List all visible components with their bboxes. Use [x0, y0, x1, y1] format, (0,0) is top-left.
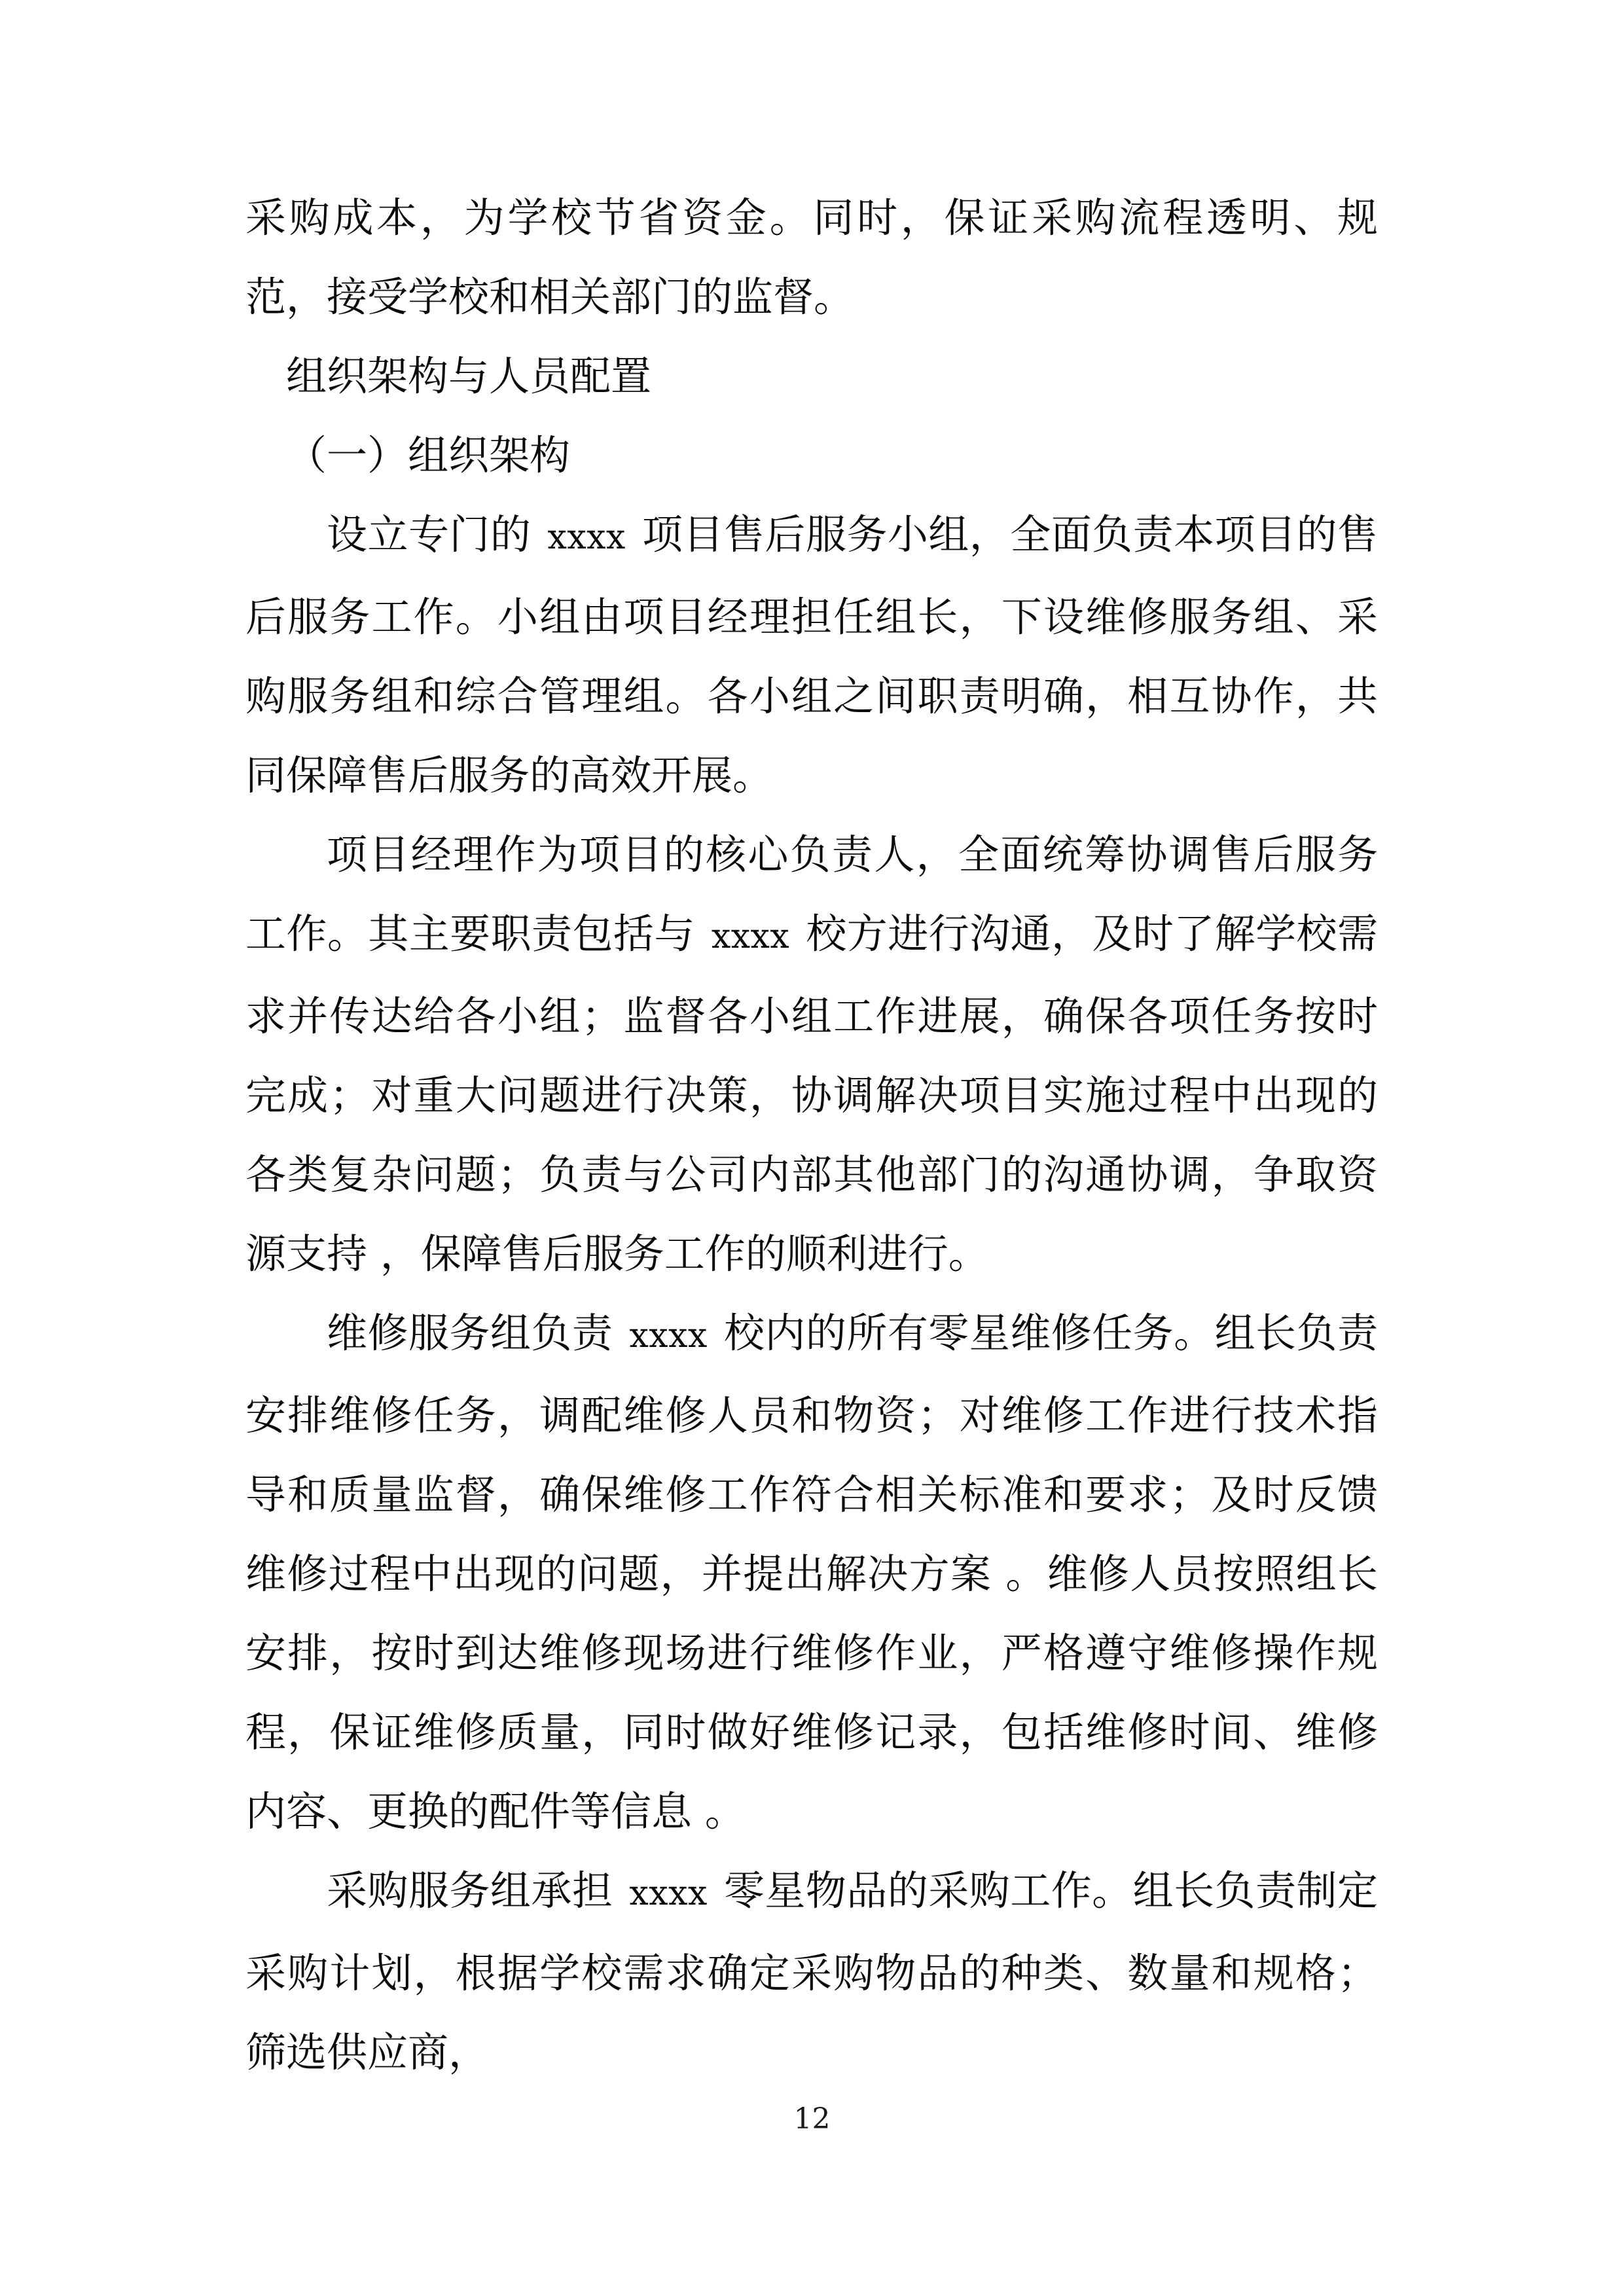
paragraph-text-tail: 校内的所有零星维修任务。组长负责安排维修任务，调配维修人员和物资；对维修工作进行技术指导和质量监督，确保维修工作符合相关标准和要求；及时反馈维修过程中出现的问题，并提出解决方案 。维修人员按照组长安排，按时到达维修现场进行维修作业，严格遵守维修操作规程，保证维修质量，同时做好维修记录，包括维修时间、维修内容、更换的配件等信息 。: [245, 1309, 1378, 1835]
heading-text: 组织架构与人员配置: [286, 352, 652, 400]
paragraph-cost-control: [245, 178, 1378, 336]
paragraph-text-tail: 零星物品的采购工作。组长负责制定采购计划，根据学校需求确定采购物品的种类、数量和规格；筛选供应商，: [245, 1867, 1378, 2076]
paragraph-text-lead: 设立专门的: [327, 511, 545, 558]
paragraph-project-manager: [245, 815, 1378, 1293]
placeholder-token: xxxx: [629, 1874, 708, 1913]
paragraph-procurement-group: [245, 1851, 1378, 2092]
heading-text: （一）组织架构: [286, 431, 571, 479]
page-number: 12: [793, 2102, 831, 2136]
paragraph-text-lead: 项目经理作为项目的核心负责人，全面统筹协调售后服务工作。其主要职责包括与: [245, 831, 1378, 958]
paragraph-repair-group: [245, 1293, 1378, 1851]
paragraph-text-lead: 采购服务组承担: [327, 1867, 626, 1914]
placeholder-token: xxxx: [711, 917, 790, 956]
heading-org-structure: [245, 416, 1378, 495]
placeholder-token: xxxx: [629, 1316, 708, 1355]
paragraph-text-tail: 项目售后服务小组，全面负责本项目的售后服务工作。小组由项目经理担任组长，下设维修服务组、采购服务组和综合管理组。各小组之间职责明确，相互协作，共同保障售后服务的高效开展。: [245, 511, 1378, 799]
heading-org-staffing: [245, 336, 1378, 416]
paragraph-text-lead: 维修服务组负责: [327, 1309, 626, 1357]
paragraph-setup-group: [245, 495, 1378, 815]
paragraph-text: 采购成本，为学校节省资金。同时，保证采购流程透明、规范，接受学校和相关部门的监督。: [245, 194, 1378, 321]
placeholder-token: xxxx: [547, 518, 626, 557]
page-text-body: [245, 178, 1378, 2092]
paragraph-text-tail: 校方进行沟通，及时了解学校需求并传达给各小组；监督各小组工作进展，确保各项任务按时完成；对重大问题进行决策，协调解决项目实施过程中出现的各类复杂问题；负责与公司内部其他部门的沟通协调，争取资源支持 ，保障售后服务工作的顺利进行。: [245, 910, 1378, 1278]
